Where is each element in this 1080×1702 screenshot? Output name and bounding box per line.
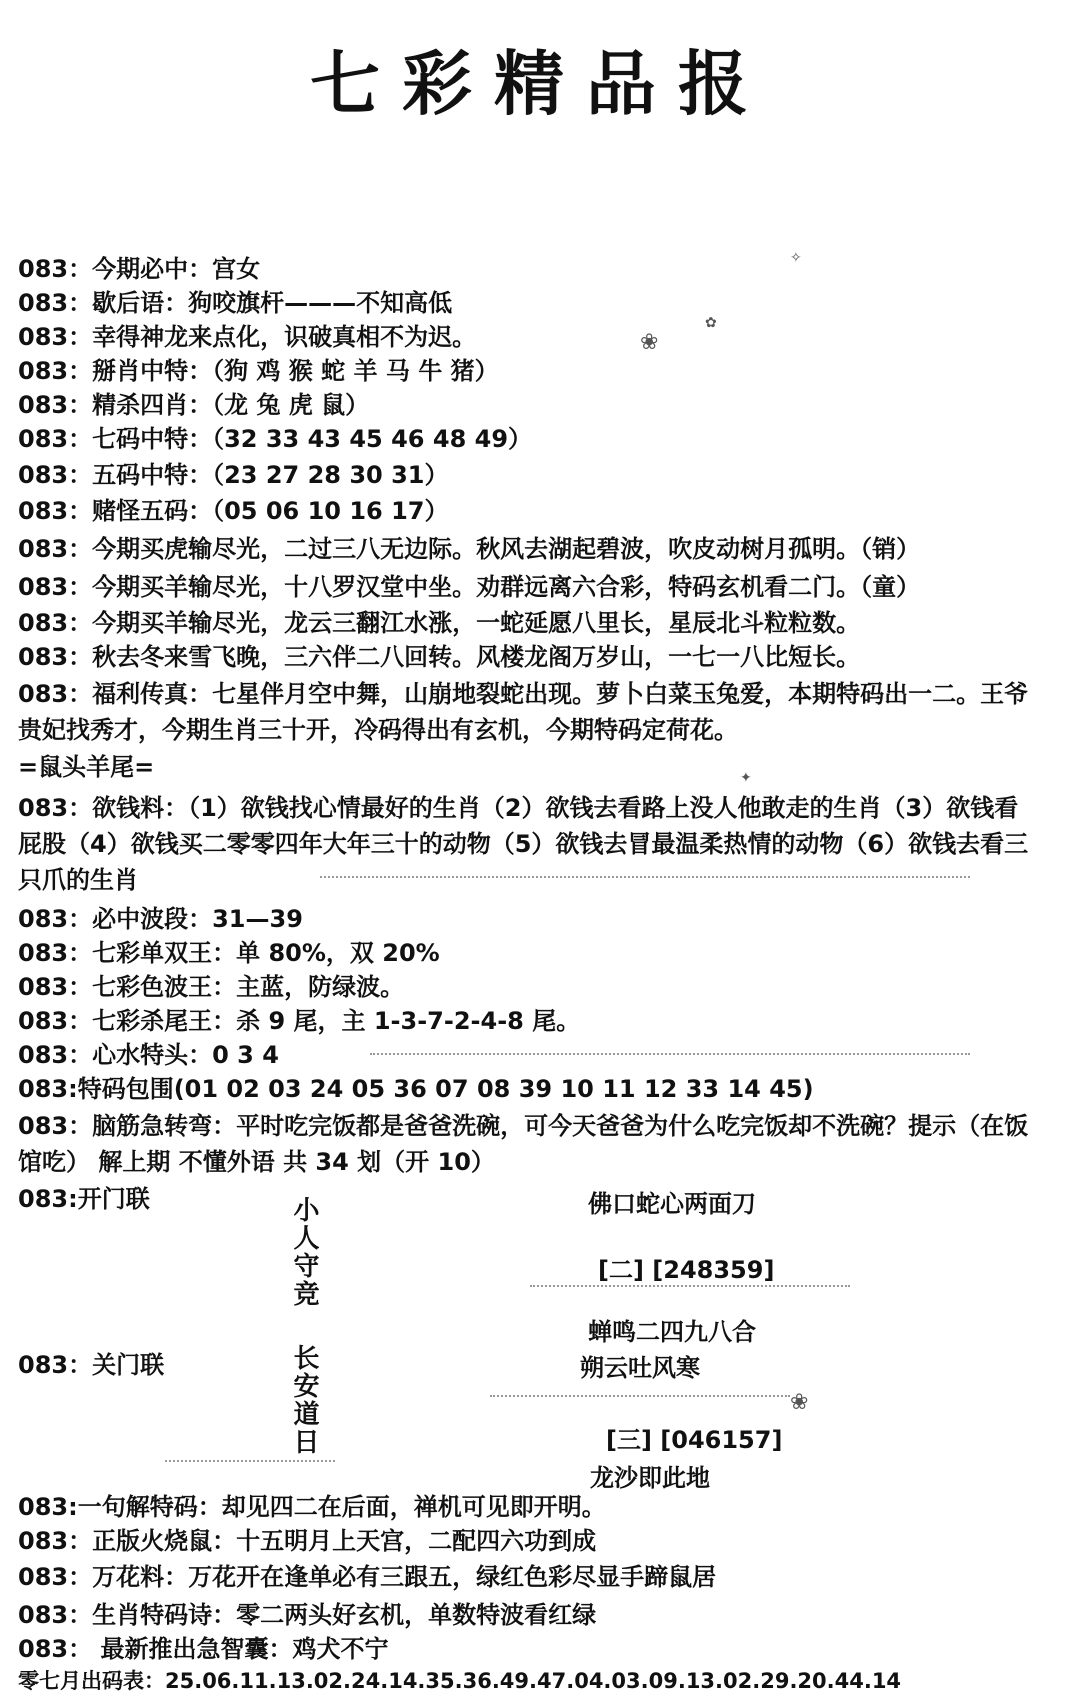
text-line: 083：正版火烧鼠：十五明月上天宫，二配四六功到成	[18, 1527, 597, 1555]
dotted-rule	[490, 1395, 790, 1397]
text-line: 083：七彩杀尾王：杀 9 尾，主 1-3-7-2-4-8 尾。	[18, 1007, 581, 1035]
text-line: 083：心水特头：0 3 4	[18, 1041, 279, 1069]
fuli-paragraph: 083：福利传真：七星伴月空中舞，山崩地裂蛇出现。萝卜白菜玉兔爱，本期特码出一二。王爷贵妃找秀才，今期生肖三十开，冷码得出有玄机，今期特码定荷花。	[18, 680, 1029, 744]
kaimen-right-3: 朔云吐风寒	[580, 1354, 700, 1382]
text-line: 083：歇后语：狗咬旗杆———不知高低	[18, 289, 453, 317]
text-line: 083:特码包围(01 02 03 24 05 36 07 08 39 10 11 12 33 14 45)	[18, 1075, 814, 1103]
guanmen-label: 083：关门联	[18, 1351, 165, 1379]
decorative-speck: ✦	[740, 770, 752, 786]
text-line: 083：万花料：万花开在逢单必有三跟五，绿红色彩尽显手蹄鼠居	[18, 1563, 717, 1591]
page-title: 七彩精品报	[310, 42, 770, 125]
dotted-rule	[165, 1460, 335, 1462]
text-line: 083：七彩单双王：单 80%，双 20%	[18, 939, 440, 967]
text-line: 083：七彩色波王：主蓝，防绿波。	[18, 973, 405, 1001]
text-line: 083：掰肖中特：（狗 鸡 猴 蛇 羊 马 牛 猪）	[18, 357, 499, 385]
text-line: 083：幸得神龙来点化，识破真相不为迟。	[18, 323, 477, 351]
decorative-speck: ❀	[790, 1390, 809, 1415]
decorative-speck: ✿	[705, 315, 717, 331]
text-line: 083：今期买羊输尽光，龙云三翻江水涨，一蛇延愿八里长，星辰北斗粒粒数。	[18, 609, 861, 637]
decorative-speck: ✧	[790, 250, 802, 266]
text-line: 083：七码中特：（32 33 43 45 46 48 49）	[18, 425, 533, 453]
kaimen-right-2: 蝉鸣二四九八合	[588, 1318, 756, 1346]
yuqian-paragraph: 083：欲钱料：（1）欲钱找心情最好的生肖（2）欲钱去看路上没人他敢走的生肖（3）欲钱看屁股（4）欲钱买二零零四年大年三十的动物（5）欲钱去冒最温柔热情的动物（6）欲钱去看三只爪的生肖	[18, 794, 1029, 894]
dotted-rule	[370, 1053, 970, 1055]
guanmen-right-4: 龙沙即此地	[590, 1464, 710, 1492]
draw-table-line: 零七月出码表：25.06.11.13.02.24.14.35.36.49.47.04.03.09.13.02.29.20.44.14	[18, 1669, 902, 1693]
text-line: 083：今期买虎输尽光，二过三八无边际。秋风去湖起碧波，吹皮动树月孤明。（销）	[18, 535, 921, 563]
kaimen-vertical: 小人守竞	[289, 1196, 319, 1308]
guanmen-vertical: 长安道日	[289, 1344, 319, 1456]
kaimen-bracket: [二] [248359]	[598, 1256, 775, 1284]
text-line: 083： 最新推出急智囊：鸡犬不宁	[18, 1635, 389, 1663]
text-line: 083：秋去冬来雪飞晚，三六伴二八回转。风楼龙阁万岁山，一七一八比短长。	[18, 643, 861, 671]
section-heading: =鼠头羊尾=	[18, 753, 155, 781]
text-line: 083：今期买羊输尽光，十八罗汉堂中坐。劝群远离六合彩，特码玄机看二门。（童）	[18, 573, 921, 601]
riddle-paragraph: 083：脑筋急转弯：平时吃完饭都是爸爸洗碗，可今天爸爸为什么吃完饭却不洗碗？提示（在饭馆吃） 解上期 不懂外语 共 34 划（开 10）	[18, 1112, 1029, 1176]
kaimen-label: 083:开门联	[18, 1185, 150, 1213]
text-line: 083：今期必中：宫女	[18, 255, 261, 283]
decorative-speck: ❀	[640, 330, 659, 355]
text-line: 083：五码中特：（23 27 28 30 31）	[18, 461, 449, 489]
text-line: 083：精杀四肖：（龙 兔 虎 鼠）	[18, 391, 370, 419]
dotted-rule	[530, 1285, 850, 1287]
text-line: 083：必中波段：31—39	[18, 905, 303, 933]
text-line: 083：赌怪五码：（05 06 10 16 17）	[18, 497, 449, 525]
text-line: 083:一句解特码：却见四二在后面，禅机可见即开明。	[18, 1493, 606, 1521]
kaimen-right-1: 佛口蛇心两面刀	[588, 1190, 756, 1218]
guanmen-bracket: [三] [046157]	[606, 1426, 783, 1454]
text-line: 083：生肖特码诗：零二两头好玄机，单数特波看红绿	[18, 1601, 597, 1629]
